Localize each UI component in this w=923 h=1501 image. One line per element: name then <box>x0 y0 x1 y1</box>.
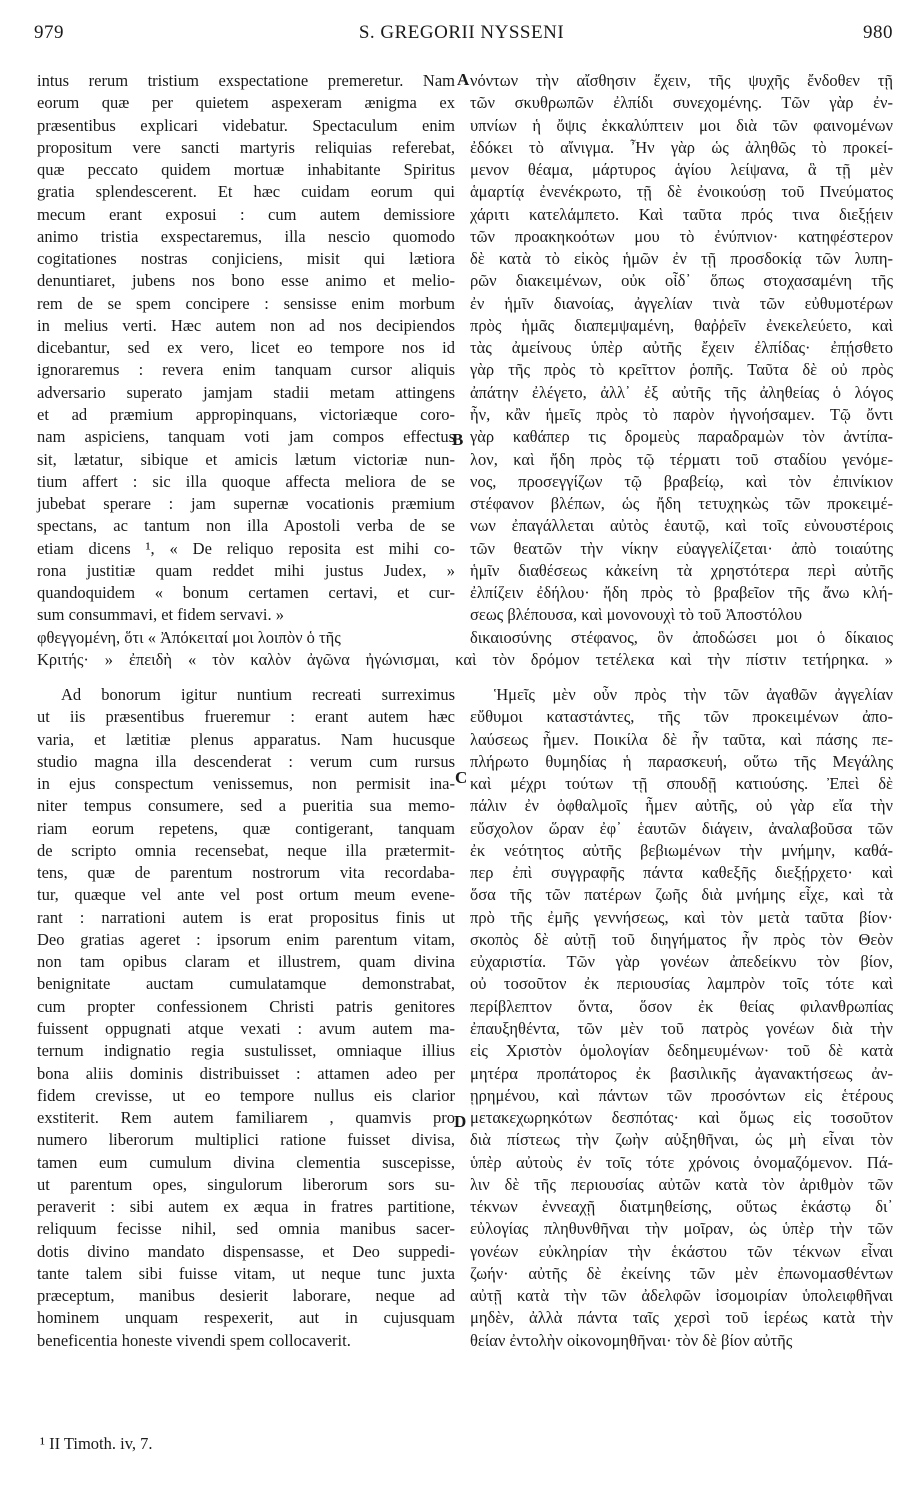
text-line: benignitate auctam cumulatamque demonstrabat, <box>37 974 455 994</box>
text-line: ἦν, κἂν ἡμεῖς πρὸς τὸ παρὸν ἠγνοήσαμεν. Τῷ ὄντι <box>470 404 893 424</box>
text-line: tante talem sibi fuisse vitam, ut neque tunc juxta <box>37 1263 455 1283</box>
text-line: περίβλεπτον ὄντα, ὅσον ἐκ θείας φιλανθρωπίας <box>470 996 893 1016</box>
text-line: ὑπὲρ αὐτοὺς ἐν τοῖς τότε χρόνοις ὀνομαζόμενον. Πά- <box>470 1152 893 1172</box>
text-line: ternum indignatio regia sustulisset, omniaque illius <box>37 1041 455 1061</box>
text-line: τῶν προακηκοότων μου τὸ ἐνύπνιον· κατηφέστερον <box>470 226 893 246</box>
footnote: ¹ II Timoth. iv, 7. <box>40 1434 153 1453</box>
text-line: τῶν θεατῶν τὴν νίκην εὐαγγελίζεται· ἀπὸ τοιαύτης <box>470 538 893 558</box>
text-line: gratia splendescerent. Et hæc cuidam eorum qui <box>37 182 455 202</box>
text-line: πάλιν ἐν ὀφθαλμοῖς ἦμεν αὐτῆς, οὐ γὰρ εἴα τὴν <box>470 796 893 816</box>
text-line: propositum vere sancti martyris reliquias referebat, <box>37 137 455 157</box>
text-line: ρῶν διακειμένων, οὐκ οἶδ᾽ ὅπως στοχασαμένη τῆς <box>470 271 893 291</box>
column-marker-a: A <box>457 70 470 89</box>
text-line: ἡμῖν διαθέσεως κἀκείνη τὰ χρηστότερα περὶ αὐτῆς <box>470 560 893 580</box>
text-line: ἐπαυξηθέντα, τῶν μὲν τοῦ πατρὸς γονέων διὰ τὴν <box>470 1018 893 1038</box>
text-line: ζωήν· αὐτῆς δὲ ἐκείνης τῶν μὲν ἐπωνομασθέντων <box>470 1263 893 1283</box>
bridge-line-left: φθεγγομένη, ὅτι « Ἀπόκειταί μοι λοιπὸν ὁ τῆς <box>37 628 341 647</box>
text-line: μητέρα προπάτορος ἐκ βασιλικῆς ἀγανακτήσεως ἀν- <box>470 1063 893 1083</box>
text-line: ἐκ νεότητος αὐτῆς βεβιωμένων τὴν μνήμην, καθά- <box>470 840 893 860</box>
greek-bridge <box>37 627 893 672</box>
text-line: quandoquidem « bonum certamen certavi, et cur- <box>37 583 455 603</box>
text-line: εὔσχολον ὥραν ἐφ᾽ ἑαυτῶν διάγειν, ἀναλαβοῦσα τῶν <box>470 818 893 838</box>
column-marker-c: C <box>455 768 468 787</box>
text-line: varia, et lætitiæ plenus apparatus. Nam hucusque <box>37 729 455 749</box>
text-line: cogitationes nostras conjiciens, misit qui lætiora <box>37 249 455 269</box>
text-line: dotis divino mandato dispensasse, et Deo suppedi- <box>37 1241 455 1261</box>
text-line: ἀπάτην ἐλέγετο, ἀλλ᾽ ἐξ αὐτῆς τῆς ἀληθείας ὁ λόγος <box>470 382 893 402</box>
right-page-number: 980 <box>863 22 893 43</box>
text-line: τῶν σκυθρωπῶν ἐλπίδι συνεχομένης. Τῶν γὰρ ἐν- <box>470 93 893 113</box>
text-line: χάριτι κατελάμπετο. Καὶ ταῦτα πρός τινα διεξῄειν <box>470 204 893 224</box>
text-line: τὰς ἀμείνους ὑπὲρ αὐτῆς ἔχειν ἐλπίδας· ἐπῄσθετο <box>470 338 893 358</box>
text-line: adversario superato jamjam stadii metam attingens <box>37 382 455 402</box>
text-line: σεως βλέπουσα, καὶ μονονουχὶ τὸ τοῦ Ἀποστόλου <box>470 605 803 625</box>
text-line: præsentibus explicari videbatur. Spectaculum enim <box>37 115 455 135</box>
text-line: cum propter confessionem Christi patris genitores <box>37 996 455 1016</box>
text-line: γὰρ καθάπερ τις δρομεὺς παραδραμὼν τὸν ἀντίπα- <box>470 427 893 447</box>
text-line: riam eorum repetens, quæ contigerant, tanquam <box>37 818 455 838</box>
text-line: ἁμαρτίᾳ ἐνενέκρωτο, τῇ δὲ ἐνοικούσῃ τοῦ Πνεύματος <box>470 182 893 202</box>
text-line: fidem crevisse, ut eo tempore nullus eis clarior <box>37 1085 455 1105</box>
text-line: præceptum, manibus desierit laborare, neque ad <box>37 1286 455 1306</box>
text-line: rem de se spem concipere : sensisse enim morbum <box>37 293 455 313</box>
text-line: εὔθυμοι καταστάντες, τῆς τῶν προκειμένων ἀπο- <box>470 707 893 727</box>
text-line: θείαν ἐντολὴν οἰκονομηθῆναι· τὸν δὲ βίον αὐτῆς <box>470 1330 793 1350</box>
text-line: nam aspiciens, tanquam voti jam compos effectus <box>37 427 455 447</box>
text-line: denuntiaret, jubens nos bono esse animo et melio- <box>37 271 455 291</box>
text-line: jubebat sperare : jam supernæ vocationis præmium <box>37 494 455 514</box>
text-line: διὰ πίστεως τὴν ζωὴν αὐξηθῆναι, ὡς μὴ εἶναι τὸν <box>470 1130 893 1150</box>
text-line: ἐδόκει τὸ αἴνιγμα. Ἦν γὰρ ὡς ἀληθῶς τὸ προκεί- <box>470 137 893 157</box>
text-line: αὐτῇ κατὰ τὴν τῶν ἀδελφῶν ἰσομοιρίαν ὑπολειφθῆναι <box>470 1286 893 1306</box>
text-line: mecum erant exposui : cum autem demissiore <box>37 204 455 224</box>
text-line: μενον θέαμα, μάρτυρος ἁγίου λείψανα, ἃ τῇ μὲν <box>470 160 893 180</box>
text-line: ignoraremus : revera enim tanquam cursor aliquis <box>37 360 455 380</box>
text-line: de scripto omnia recensebat, neque illa prætermit- <box>37 840 455 860</box>
text-line: peraverit : sibi autem ex æqua in fratres partitione, <box>37 1197 455 1217</box>
text-line: quæ peccato quidem mortuæ inhabitante Spiritus <box>37 160 455 180</box>
greek-column-bottom <box>470 684 893 1352</box>
text-line: rona justitiæ quam reddet mihi justus Judex, » <box>37 560 455 580</box>
text-line: γονέων εὐκληρίαν τὴν ἑκάστου τῶν τέκνων εἶναι <box>470 1241 893 1261</box>
text-line: λαύσεως ἦμεν. Ποικίλα δὲ ἦν ταῦτα, καὶ πάσης πε- <box>470 729 893 749</box>
text-line: sit, lætatur, sibique et amicis lætum victoriæ nun- <box>37 449 455 469</box>
text-line: στέφανον βλέπων, ὡς ἤδη τετυχηκὼς τῶν προκειμέ- <box>470 494 893 514</box>
text-line: ut parentum opes, singulorum liberorum sors su- <box>37 1174 455 1194</box>
text-line: in melius verti. Hæc autem non ad nos decipiendos <box>37 315 455 335</box>
text-line: δὲ κατὰ τὸ εἰκὸς ἡμῶν ἐν τῇ προσδοκίᾳ τῶν λυπη- <box>470 249 893 269</box>
text-line: ἐν ἡμῖν διανοίας, ἀγγελίαν τινὰ τῶν εὐθυμοτέρων <box>470 293 893 313</box>
text-line: λιν δὲ τῆς περιουσίας αὐτῶν κατὰ τὸν ἀριθμὸν τῶν <box>470 1174 893 1194</box>
text-line: εἰς Χριστὸν ὁμολογίαν δεδημευμένων· τοῦ δὲ κατὰ <box>470 1041 893 1061</box>
greek-column-top <box>470 70 893 627</box>
text-line: πλήρωτο θυμηδίας ἡ παρασκευή, οὕτω τῆς Μεγάλης <box>470 751 893 771</box>
text-line: πρὸς ἡμᾶς διαπεμψαμένη, θαῤῥεῖν ἐνεκελεύετο, καὶ <box>470 315 893 335</box>
text-line: intus rerum tristium exspectatione premeretur. Nam <box>37 71 455 90</box>
text-line: εὐλογίας πληθυνθῆναι τὴν μοῖραν, ὡς ὑπὲρ τὴν τῶν <box>470 1219 893 1239</box>
text-line: μηδὲν, ἀλλὰ πάντα ταῖς χερσὶ τοῦ ἱερέως κατὰ τὴν <box>470 1308 893 1328</box>
text-line: Ἡμεῖς μὲν οὖν πρὸς τὴν τῶν ἀγαθῶν ἀγγελίαν <box>494 685 893 704</box>
text-line: λον, καὶ ἤδη πρὸς τῷ τέρματι τοῦ σταδίου γενόμε- <box>470 449 893 469</box>
text-line: sum consummavi, et fidem servavi. » <box>37 605 284 625</box>
text-line: tium affert : sic illa quoque affecta meliora de se <box>37 471 455 491</box>
text-line: numero liberorum multiplici ratione fuisset divisa, <box>37 1130 455 1150</box>
text-line: dicebantur, sed ex vero, licet eo tempore nos id <box>37 338 455 358</box>
text-line: fuissent oppugnati atque vexati : avum autem ma- <box>37 1018 455 1038</box>
text-line: tur, quæque vel ante vel post ortum meum evene- <box>37 885 455 905</box>
text-line: σκοπὸς δὲ αὐτῇ τοῦ διηγήματος ἦν πρὸς τὸν Θεὸν <box>470 929 893 949</box>
text-line: animo tristia exspectaremus, illa nescio quomodo <box>37 226 455 246</box>
text-line: νόντων τὴν αἴσθησιν ἔχειν, τῆς ψυχῆς ἔνδοθεν τῇ <box>470 71 893 90</box>
text-line: niter tempus consumere, sed a pueritia sua memo- <box>37 796 455 816</box>
text-line: reliquum fecisse nihil, sed omnia manibus sacer- <box>37 1219 455 1239</box>
text-line: ut iis præsentibus frueremur : erant autem hæc <box>37 707 455 727</box>
text-line: exstiterit. Rem autem familiarem , quamvis pro <box>37 1108 455 1128</box>
text-line: εὐχαριστία. Τῶν γὰρ γονέων ἀπεδείκνυ τὸν βίον, <box>470 952 893 972</box>
text-line: tens, quæ de parentum nostrorum vita recordaba- <box>37 863 455 883</box>
bridge-line-right: δικαιοσύνης στέφανος, ὃν ἀποδώσει μοι ὁ δίκαιος <box>470 628 893 647</box>
text-line: υπνίων ἡ ὄψις ἐκκαλύπτειν μοι διὰ τῶν φαινομένων <box>470 115 893 135</box>
text-line: πρὸ τῆς ἐμῆς γεννήσεως, καὶ τὸν μετὰ ταῦτα βίον· <box>470 907 893 927</box>
text-line: ὅσα τῆς τῶν πατέρων ζωῆς διὰ μνήμης εἶχε, καὶ τὰ <box>470 885 893 905</box>
text-line: καὶ μέχρι τούτων τῇ σπουδῇ κατιούσης. Ἐπεὶ δὲ <box>470 774 893 794</box>
column-marker-b: B <box>452 430 464 449</box>
text-line: beneficentia honeste vivendi spem collocaverit. <box>37 1330 351 1350</box>
text-line: νος, προσεγγίζων τῷ βραβείῳ, καὶ τὸν ἐπινίκιον <box>470 471 893 491</box>
text-line: περ ἐπὶ συγγραφῆς πάντα καθεξῆς διεξῄρχετο· καὶ <box>470 863 893 883</box>
text-line: studio magna illa descenderat : verum cum rursus <box>37 751 455 771</box>
latin-column-bottom <box>37 684 455 1352</box>
text-line: ῃρημένου, καὶ πάντων τῶν προσόντων εἰς ἑτέρους <box>470 1085 893 1105</box>
text-line: οὐ τοσοῦτον ἐκ περιουσίας λαμπρὸν τοῖς τότε καὶ <box>470 974 893 994</box>
text-line: γὰρ τῆς πρὸς τὸ κρεῖττον ῥοπῆς. Ταῦτα δὲ οὐ πρὸς <box>470 360 893 380</box>
text-line: in ejus conspectum venissemus, non permisit ina- <box>37 774 455 794</box>
text-line: rant : narrationi autem is erat propositus finis ut <box>37 907 455 927</box>
text-line: bona aliis dominis distribuisset : attamen adeo per <box>37 1063 455 1083</box>
text-line: hominem unquam respexerit, aut in cujusquam <box>37 1308 455 1328</box>
text-line: ἐλπίζειν ἐδήλου· ἤδη πρὸς τὸ βραβεῖον τῆς ἄνω κλή- <box>470 583 893 603</box>
text-line: Ad bonorum igitur nuntium recreati surreximus <box>61 685 455 704</box>
text-line: τέκνων ἐννεαχῇ διατμηθείσης, οὕτως ἑκάστῳ δι᾽ <box>470 1197 893 1217</box>
text-line: etiam dicens ¹, « De reliquo reposita est mihi co- <box>37 538 455 558</box>
column-marker-d: D <box>454 1112 467 1131</box>
running-title: S. GREGORII NYSSENI <box>358 22 565 43</box>
text-line: spectans, ac tantum non illa Apostoli verba de se <box>37 516 455 536</box>
bridge-line-full: Κριτής· » ἐπειδὴ « τὸν καλὸν ἀγῶνα ἠγώνισμαι, καὶ τὸν δρόμον τετέλεκα καὶ τὴν πίστιν τετήρηκα. » <box>37 650 893 670</box>
text-line: non tam opibus claram et illustrem, quam divina <box>37 952 455 972</box>
text-line: Deo gratias ageret : ipsorum enim parentum vitam, <box>37 929 455 949</box>
left-page-number: 979 <box>34 22 64 43</box>
text-line: μετακεχωρηκότων δεσπότας· καὶ ὅμως εἰς τοσοῦτον <box>470 1108 893 1128</box>
text-line: tamen eum cumulum divina clementia suscepisse, <box>37 1152 455 1172</box>
text-line: νων ἐπαγάλλεται αὐτὸς ἑαυτῷ, καὶ τοῖς εὐνουστέροις <box>470 516 893 536</box>
text-line: eorum quæ per quietem aspexeram ænigma ex <box>37 93 455 113</box>
text-line: et ad præmium appropinquans, victoriæque coro- <box>37 404 455 424</box>
latin-column-top <box>37 70 455 627</box>
